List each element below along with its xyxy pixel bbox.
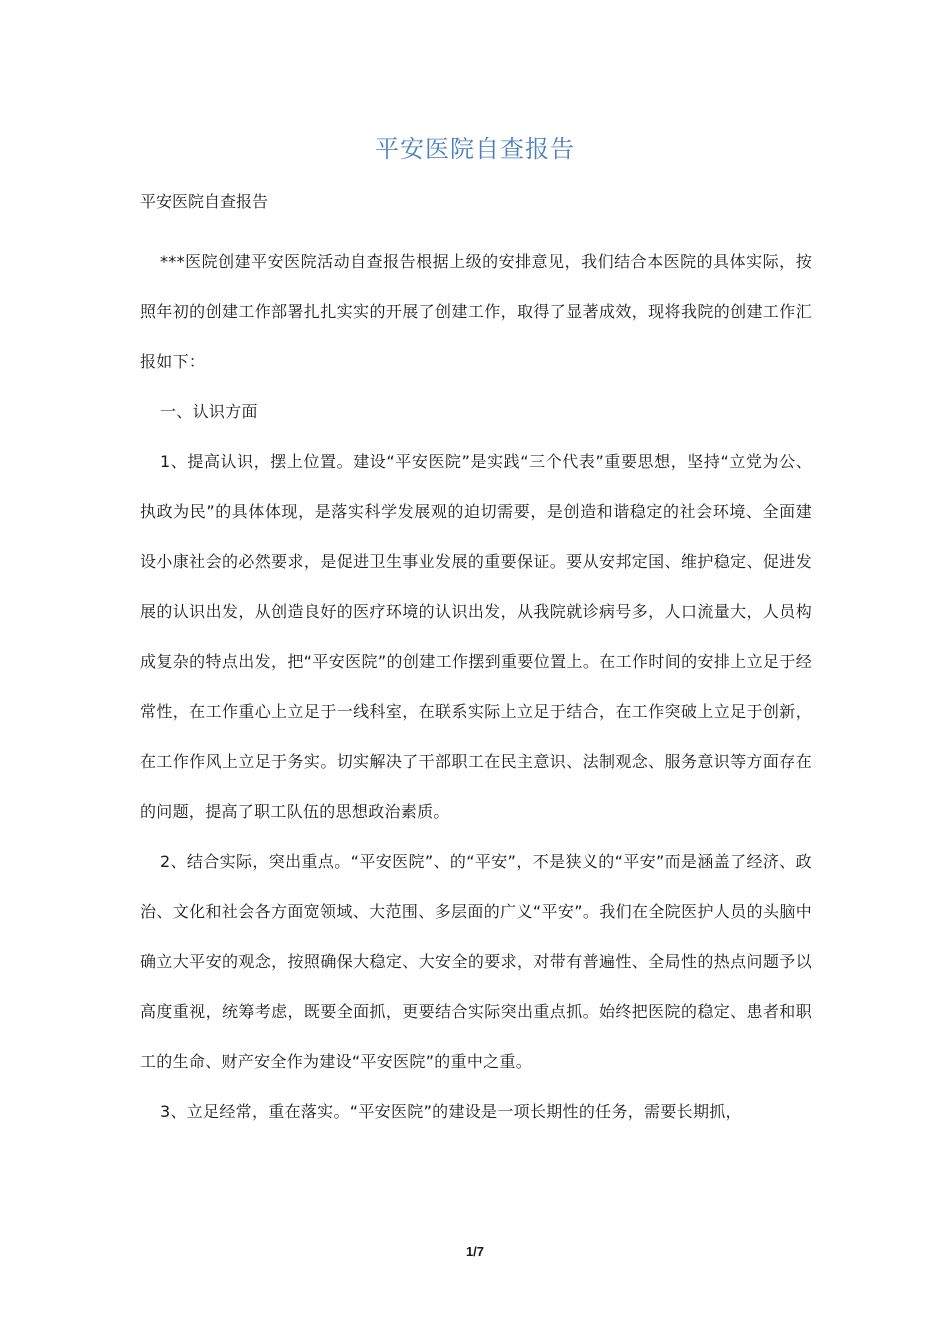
document-subtitle: 平安医院自查报告 <box>140 192 269 211</box>
page-number: 1/7 <box>465 1244 485 1259</box>
paragraph-item-2: 2、结合实际，突出重点。“平安医院”、的“平安”，不是狭义的“平安”而是涵盖了经济、政治、文化和社会各方面宽领域、大范围、多层面的广义“平安”。我们在全院医护人员的头脑中确立大平安的观念，按照确保大稳定、大安全的要求，对带有普遍性、全局性的热点问题予以高度重视，统筹考虑，既要全面抓，更要结合实际突出重点抓。始终把医院的稳定、患者和职工的生命、财产安全作为建设“平安医院”的重中之重。 <box>140 852 812 1071</box>
document-title: 平安医院自查报告 <box>375 135 575 163</box>
paragraph-intro: ***医院创建平安医院活动自查报告根据上级的安排意见，我们结合本医院的具体实际，按照年初的创建工作部署扎扎实实的开展了创建工作，取得了显著成效，现将我院的创建工作汇报如下： <box>140 252 812 371</box>
document-body <box>140 237 812 1137</box>
section-heading-awareness: 一、认识方面 <box>160 402 258 421</box>
paragraph-item-1: 1、提高认识，摆上位置。建设“平安医院”是实践“三个代表”重要思想，坚持“立党为公、执政为民”的具体体现，是落实科学发展观的迫切需要，是创造和谐稳定的社会环境、全面建设小康社会的必然要求，是促进卫生事业发展的重要保证。要从安邦定国、维护稳定、促进发展的认识出发，从创造良好的医疗环境的认识出发，从我院就诊病号多，人口流量大，人员构成复杂的特点出发，把“平安医院”的创建工作摆到重要位置上。在工作时间的安排上立足于经常性，在工作重心上立足于一线科室，在联系实际上立足于结合，在工作突破上立足于创新，在工作作风上立足于务实。切实解决了干部职工在民主意识、法制观念、服务意识等方面存在的问题，提高了职工队伍的思想政治素质。 <box>140 452 812 821</box>
paragraph-item-3: 3、立足经常，重在落实。“平安医院”的建设是一项长期性的任务，需要长期抓， <box>160 1102 742 1121</box>
